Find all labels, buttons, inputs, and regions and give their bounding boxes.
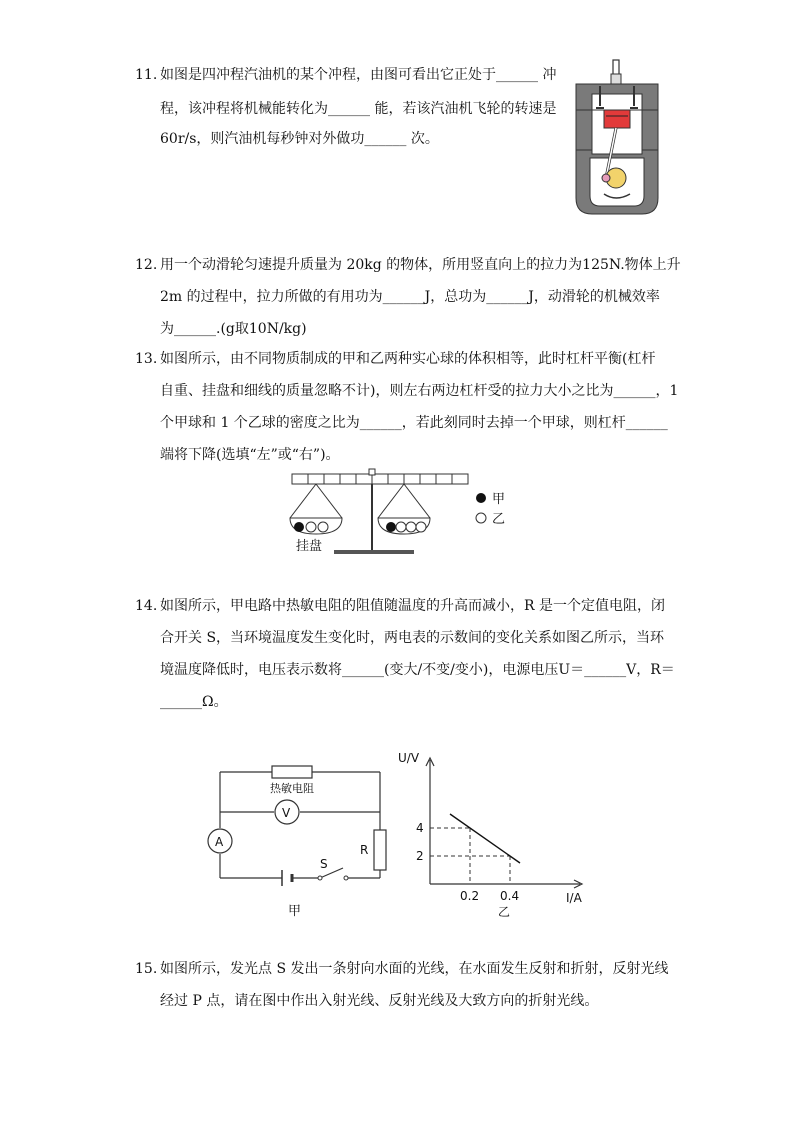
question-text-line: 程，该冲程将机械能转化为______ 能，若该汽油机飞轮的转速是 [160,101,557,117]
hollow-ball-icon [306,522,316,532]
solid-ball-icon [386,522,396,532]
graph-caption: 乙 [498,905,511,919]
x-tick-label: 0.2 [460,889,480,903]
x-axis-label: I/A [566,891,582,905]
y-axis-label: U/V [398,751,420,765]
engine-stroke-figure [572,58,662,218]
legend-solid-label: 甲 [492,492,506,507]
question-text-line: 2m 的过程中，拉力所做的有用功为______J，总功为______J，动滑轮的机械效率 [160,289,660,305]
circuit-caption: 甲 [288,904,302,919]
question-text-line: 如图所示，由不同物质制成的甲和乙两种实心球的体积相等，此时杠杆平衡(杠杆 [160,351,656,367]
question-text-line: 60r/s，则汽油机每秒钟对外做功______ 次。 [160,131,439,147]
question-number: 11. [135,67,158,83]
question-text-line: 如图是四冲程汽油机的某个冲程，由图可看出它正处于______ 冲 [160,67,557,83]
legend-hollow-label: 乙 [492,512,506,527]
solid-ball-icon [294,522,304,532]
ammeter-label: A [215,835,224,849]
y-tick-label: 2 [416,849,424,863]
question-text-line: 经过 P 点，请在图中作出入射光线、反射光线及大致方向的折射光线。 [160,993,599,1009]
question-text-line: 境温度降低时，电压表示数将______(变大/不变/变小)，电源电压U＝______V，R＝ [160,662,675,678]
circuit-diagram [200,760,400,920]
resistor-symbol [374,830,386,870]
thermistor-symbol [272,766,312,778]
hollow-ball-icon [406,522,416,532]
question-number: 14. [135,598,158,614]
question-text-line: 自重、挂盘和细线的质量忽略不计)，则左右两边杠杆受的拉力大小之比为______，1 [160,383,679,399]
hollow-ball-icon [416,522,426,532]
question-number: 15. [135,961,158,977]
thermistor-label: 热敏电阻 [270,782,314,795]
question-text-line: 为______.(g取10N/kg) [160,321,307,337]
switch-label: S [320,857,328,871]
question-number: 13. [135,351,158,367]
question-text-line: ______Ω。 [160,694,228,710]
question-text-line: 合开关 S，当环境温度发生变化时，两电表的示数间的变化关系如图乙所示，当环 [160,630,665,646]
voltmeter-label: V [282,806,291,820]
question-text-line: 用一个动滑轮匀速提升质量为 20kg 的物体，所用竖直向上的拉力为125N.物体上升 [160,257,681,273]
pan-label: 挂盘 [296,539,323,554]
lever-balance-figure [280,466,520,558]
y-tick-label: 4 [416,821,424,835]
question-text-line: 端将下降(选填“左”或“右”)。 [160,447,340,463]
x-tick-label: 0.4 [500,889,520,903]
u-i-graph [390,748,600,923]
resistor-label: R [360,843,369,857]
question-text-line: 如图所示，发光点 S 发出一条射向水面的光线，在水面发生反射和折射，反射光线 [160,961,669,977]
question-text-line: 如图所示，甲电路中热敏电阻的阻值随温度的升高而减小，R 是一个定值电阻，闭 [160,598,665,614]
hollow-ball-icon [318,522,328,532]
legend-hollow-icon [476,513,486,523]
legend-solid-icon [476,493,486,503]
hollow-ball-icon [396,522,406,532]
question-text-line: 个甲球和 1 个乙球的密度之比为______，若此刻同时去掉一个甲球，则杠杆______ [160,415,668,431]
question-number: 12. [135,257,158,273]
